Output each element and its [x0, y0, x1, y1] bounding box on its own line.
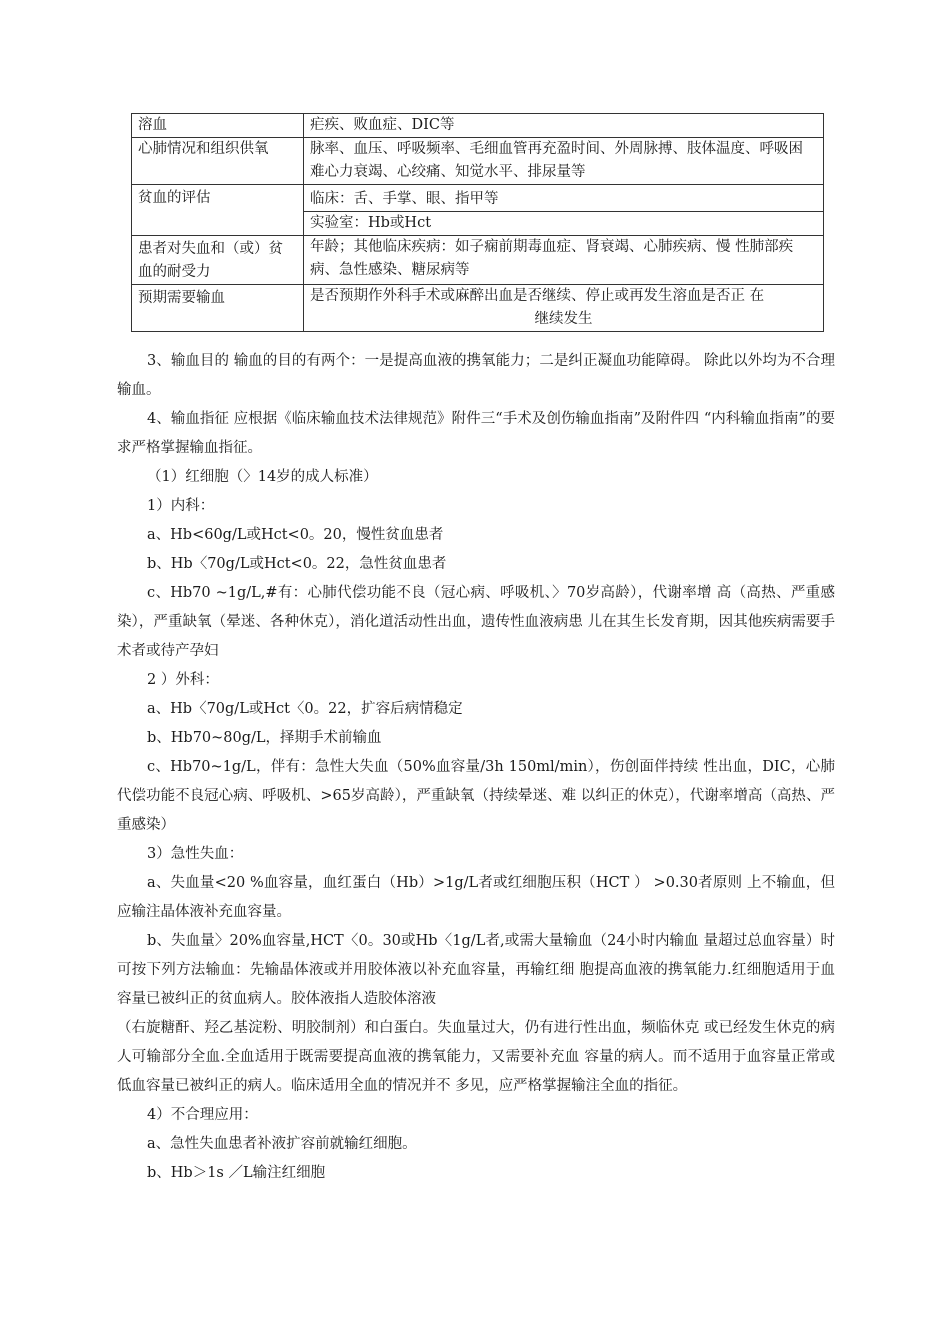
row-value: 疟疾、败血症、DIC等: [304, 114, 824, 138]
paragraph: 3）急性失血：: [147, 846, 244, 862]
row-label: 贫血的评估: [132, 185, 304, 236]
paragraph: （右旋糖酐、羟乙基淀粉、明胶制剂）和白蛋白。失血量过大，仍有进行性出血，频临休克 或已经发生休克的病人可输部分全血.全血适用于既需要提高血液的携氧能力，又需要补充血 容量的病人。而不适用于血容量正常或低血容量已被纠正的病人。临床适用全血的情况并不 多见，应严格掌握输注全血的指征。: [117, 1020, 835, 1094]
row-value: [304, 285, 824, 332]
table-row: [132, 236, 824, 285]
paragraph: 2 ）外科：: [147, 672, 219, 688]
table-row: [132, 185, 824, 212]
paragraph: a、Hb<60g/L或Hct<0。20，慢性贫血患者: [147, 527, 444, 543]
paragraph: b、Hb〈70g/L或Hct<0。22，急性贫血患者: [147, 556, 447, 572]
body-text: [117, 347, 835, 1188]
row-label: 心肺情况和组织供氧: [132, 138, 304, 185]
row-value-line: 继续发生: [534, 311, 593, 327]
paragraph: a、失血量<20 %血容量，血红蛋白（Hb）>1g/L者或红细胞压积（HCT ） >0.30者原则 上不输血，但应输注晶体液补充血容量。: [117, 875, 835, 920]
paragraph: 4、输血指征 应根据《临床输血技术法律规范》附件三“手术及创伤输血指南”及附件四 “内科输血指南”的要求严格掌握输血指征。: [117, 411, 835, 456]
row-value: 实验室：Hb或Hct: [304, 212, 824, 236]
paragraph: a、Hb〈70g/L或Hct〈0。22，扩容后病情稳定: [147, 701, 463, 717]
paragraph: （1）红细胞（〉14岁的成人标准）: [147, 469, 378, 485]
paragraph: a、急性失血患者补液扩容前就输红细胞。: [147, 1136, 417, 1152]
assessment-table: [131, 113, 824, 332]
row-value: 年龄；其他临床疾病：如子痫前期毒血症、肾衰竭、心肺疾病、慢 性肺部疾病、急性感染、糖尿病等: [304, 236, 824, 285]
row-label: 溶血: [132, 114, 304, 138]
table-row: [132, 285, 824, 332]
table-row: [132, 138, 824, 185]
row-value-line: 是否预期作外科手术或麻醉出血是否继续、停止或再发生溶血是否正 在: [310, 288, 765, 304]
paragraph: c、Hb70 ~1g/L,#有：心肺代偿功能不良（冠心病、呼吸机、〉70岁高龄），代谢率增 高（高热、严重感染），严重缺氧（晕迷、各种休克），消化道活动性出血，遗传性血液病患 儿在其生长发育期，因其他疾病需要手术者或待产孕妇: [117, 585, 835, 659]
paragraph: 3、输血目的 输血的目的有两个：一是提高血液的携氧能力；二是纠正凝血功能障碍。 除此以外均为不合理输血。: [117, 353, 835, 398]
paragraph: b、Hb＞1s ／L输注红细胞: [147, 1165, 326, 1181]
table-row: [132, 114, 824, 138]
paragraph: 4）不合理应用：: [147, 1107, 258, 1123]
row-value: 临床：舌、手掌、眼、指甲等: [304, 185, 824, 212]
paragraph: b、Hb70~80g/L，择期手术前输血: [147, 730, 382, 746]
paragraph: b、失血量〉20%血容量,HCT〈0。30或Hb〈1g/L者,或需大量输血（24小时内输血 量超过总血容量）时可按下列方法输血：先输晶体液或并用胶体液以补充血容量，再输红细 胞提高血液的携氧能力.红细胞适用于血容量已被纠正的贫血病人。胶体液指人造胶体溶液: [117, 933, 835, 1007]
row-label: 患者对失血和（或）贫血的耐受力: [132, 236, 304, 285]
paragraph: c、Hb70~1g/L，伴有：急性大失血（50%血容量/3h 150ml/min），伤创面伴持续 性出血，DIC，心肺代偿功能不良冠心病、呼吸机、>65岁高龄），严重缺氧（持续晕迷、难 以纠正的休克），代谢率增高（高热、严重感染）: [117, 759, 835, 833]
paragraph: 1）内科：: [147, 498, 215, 514]
row-value: 脉率、血压、呼吸频率、毛细血管再充盈时间、外周脉搏、肢体温度、呼吸困难心力衰竭、心绞痛、知觉水平、排尿量等: [304, 138, 824, 185]
row-label: 预期需要输血: [132, 285, 304, 332]
